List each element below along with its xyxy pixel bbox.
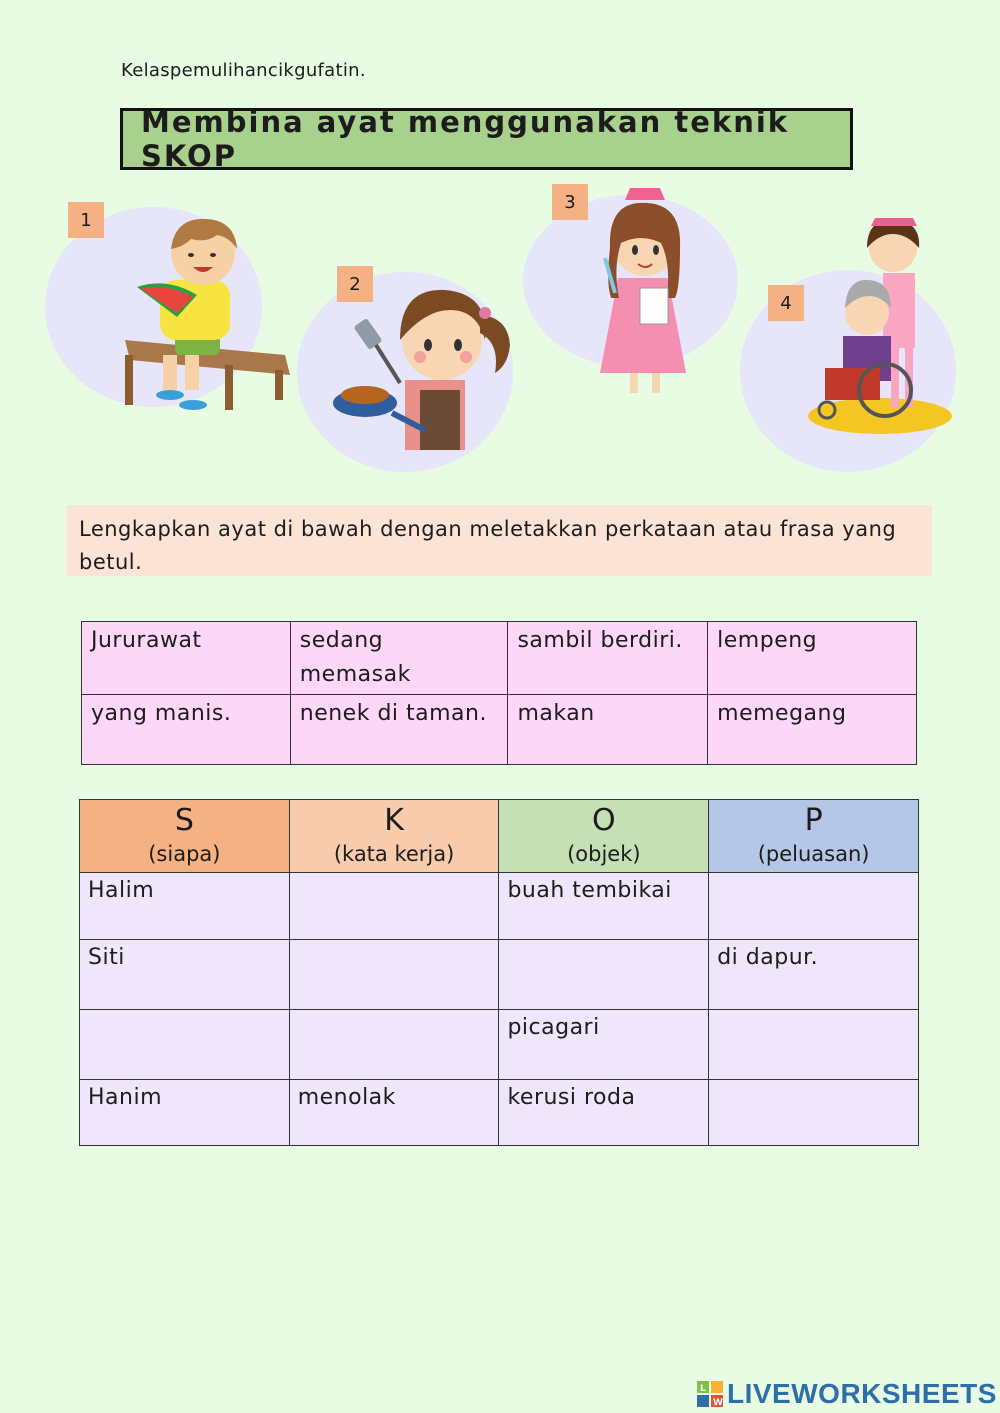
header-o bbox=[499, 800, 709, 873]
skop-cell[interactable]: Halim bbox=[80, 873, 290, 940]
header-s bbox=[80, 800, 290, 873]
word-bank-item[interactable]: memegang bbox=[708, 695, 917, 765]
nurse-holding-syringe-icon bbox=[590, 188, 700, 403]
header-sub: (kata kerja) bbox=[333, 842, 455, 866]
word-bank-item[interactable]: sedang memasak bbox=[290, 622, 508, 695]
worksheet-title bbox=[120, 105, 853, 173]
girl-cooking-pancake-icon bbox=[330, 285, 525, 450]
liveworksheets-logo-icon bbox=[697, 1381, 723, 1407]
picture-4-number: 4 bbox=[768, 285, 804, 321]
header-p bbox=[709, 800, 919, 873]
word-bank-item[interactable]: yang manis. bbox=[82, 695, 291, 765]
skop-header-row bbox=[80, 800, 919, 873]
header-letter: O bbox=[592, 803, 616, 838]
skop-row bbox=[80, 940, 919, 1010]
skop-cell[interactable] bbox=[289, 873, 499, 940]
skop-cell[interactable] bbox=[289, 940, 499, 1010]
skop-row bbox=[80, 873, 919, 940]
header-sub: (siapa) bbox=[148, 842, 221, 866]
word-bank-item[interactable]: nenek di taman. bbox=[290, 695, 508, 765]
skop-cell[interactable] bbox=[80, 1010, 290, 1080]
word-bank-item[interactable]: makan bbox=[508, 695, 708, 765]
skop-cell[interactable]: Hanim bbox=[80, 1080, 290, 1146]
word-bank-item[interactable]: Jururawat bbox=[82, 622, 291, 695]
liveworksheets-logo-text: LIVEWORKSHEETS bbox=[727, 1378, 997, 1409]
word-bank-row bbox=[82, 622, 917, 695]
skop-cell[interactable]: di dapur. bbox=[709, 940, 919, 1010]
skop-cell[interactable]: Siti bbox=[80, 940, 290, 1010]
skop-cell[interactable] bbox=[289, 1010, 499, 1080]
worksheet-title-text: Membina ayat menggunakan teknik SKOP bbox=[141, 105, 790, 173]
header-sub: (objek) bbox=[567, 842, 641, 866]
credit-text: Kelaspemulihancikgufatin. bbox=[121, 60, 366, 81]
word-bank-table bbox=[81, 621, 917, 765]
logo-letter: W bbox=[713, 1398, 723, 1407]
skop-cell[interactable] bbox=[499, 940, 709, 1010]
skop-row bbox=[80, 1080, 919, 1146]
skop-cell[interactable] bbox=[709, 1080, 919, 1146]
skop-cell[interactable]: picagari bbox=[499, 1010, 709, 1080]
header-letter: S bbox=[174, 803, 194, 838]
picture-3-number: 3 bbox=[552, 184, 588, 220]
header-letter: K bbox=[384, 803, 404, 838]
header-sub: (peluasan) bbox=[757, 842, 870, 866]
word-bank-item[interactable]: sambil berdiri. bbox=[508, 622, 708, 695]
skop-row bbox=[80, 1010, 919, 1080]
skop-cell[interactable] bbox=[709, 1010, 919, 1080]
instruction-text: Lengkapkan ayat di bawah dengan meletakkan perkataan atau frasa yang betul. bbox=[67, 505, 932, 576]
boy-eating-watermelon-icon bbox=[115, 205, 295, 415]
picture-2-number: 2 bbox=[337, 266, 373, 302]
logo-letter: L bbox=[700, 1384, 706, 1394]
header-letter: P bbox=[804, 803, 823, 838]
picture-1-number: 1 bbox=[68, 202, 104, 238]
skop-table bbox=[79, 799, 919, 1146]
girl-pushing-grandmother-wheelchair-icon bbox=[805, 218, 955, 438]
skop-cell[interactable]: menolak bbox=[289, 1080, 499, 1146]
skop-cell[interactable] bbox=[709, 873, 919, 940]
word-bank-row bbox=[82, 695, 917, 765]
liveworksheets-logo[interactable] bbox=[697, 1378, 997, 1410]
word-bank-item[interactable]: lempeng bbox=[708, 622, 917, 695]
skop-cell[interactable]: buah tembikai bbox=[499, 873, 709, 940]
skop-cell[interactable]: kerusi roda bbox=[499, 1080, 709, 1146]
header-k bbox=[289, 800, 499, 873]
